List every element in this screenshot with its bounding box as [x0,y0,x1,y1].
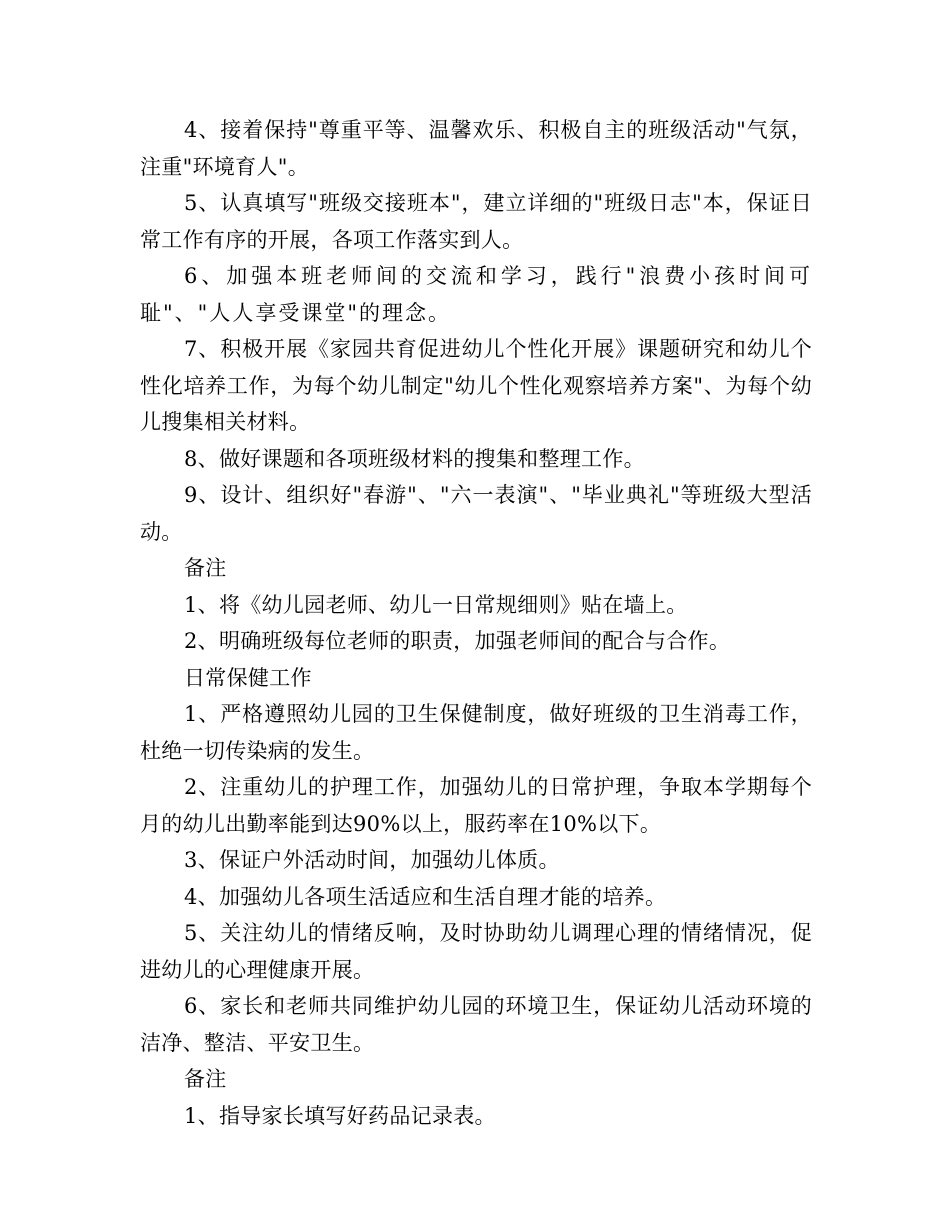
health-item-3-outdoor: 3、保证户外活动时间，加强幼儿体质。 [184,848,560,872]
section-heading-notes-1: 备注 [184,556,227,580]
document-body [140,112,812,1134]
health-item-6-environment: 6、家长和老师共同维护幼儿园的环境卫生，保证幼儿活动环境的洁净、整洁、平安卫生。 [140,994,812,1055]
health-item-2-care: 2、注重幼儿的护理工作，加强幼儿的日常护理，争取本学期每个月的幼儿出勤率能到达90%以上，服药率在10%以下。 [140,775,812,836]
section-heading-notes-2: 备注 [184,1067,227,1091]
health-item-5-emotions: 5、关注幼儿的情绪反响，及时协助幼儿调理心理的情绪情况，促进幼儿的心理健康开展。 [140,921,812,982]
note-item-1-rules-poster: 1、将《幼儿园老师、幼儿一日常规细则》贴在墙上。 [184,592,688,617]
health-item-4-self-care: 4、加强幼儿各项生活适应和生活自理才能的培养。 [184,884,667,909]
paragraph-item-5-class-log: 5、认真填写"班级交接班本"，建立详细的"班级日志"本，保证日常工作有序的开展，各项工作落实到人。 [140,191,812,252]
paragraph-item-4-atmosphere: 4、接着保持"尊重平等、温馨欢乐、积极自主的班级活动"气氛，注重"环境育人"。 [140,118,812,179]
section-heading-daily-health: 日常保健工作 [184,665,312,690]
health-item-1-hygiene: 1、严格遵照幼儿园的卫生保健制度，做好班级的卫生消毒工作，杜绝一切传染病的发生。 [140,702,812,763]
note-item-1-medicine-record: 1、指导家长填写好药品记录表。 [184,1103,496,1128]
paragraph-item-9-activities: 9、设计、组织好"春游"、"六一表演"、"毕业典礼"等班级大型活动。 [140,483,812,544]
paragraph-item-7-research: 7、积极开展《家园共育促进幼儿个性化开展》课题研究和幼儿个性化培养工作，为每个幼儿制定"幼儿个性化观察培养方案"、为每个幼儿搜集相关材料。 [140,337,812,434]
paragraph-item-6-teacher-exchange: 6、加强本班老师间的交流和学习，践行"浪费小孩时间可耻"、"人人享受课堂"的理念。 [140,264,812,325]
note-item-2-teacher-duties: 2、明确班级每位老师的职责，加强老师间的配合与合作。 [184,629,731,653]
paragraph-item-8-materials: 8、做好课题和各项班级材料的搜集和整理工作。 [184,446,645,471]
